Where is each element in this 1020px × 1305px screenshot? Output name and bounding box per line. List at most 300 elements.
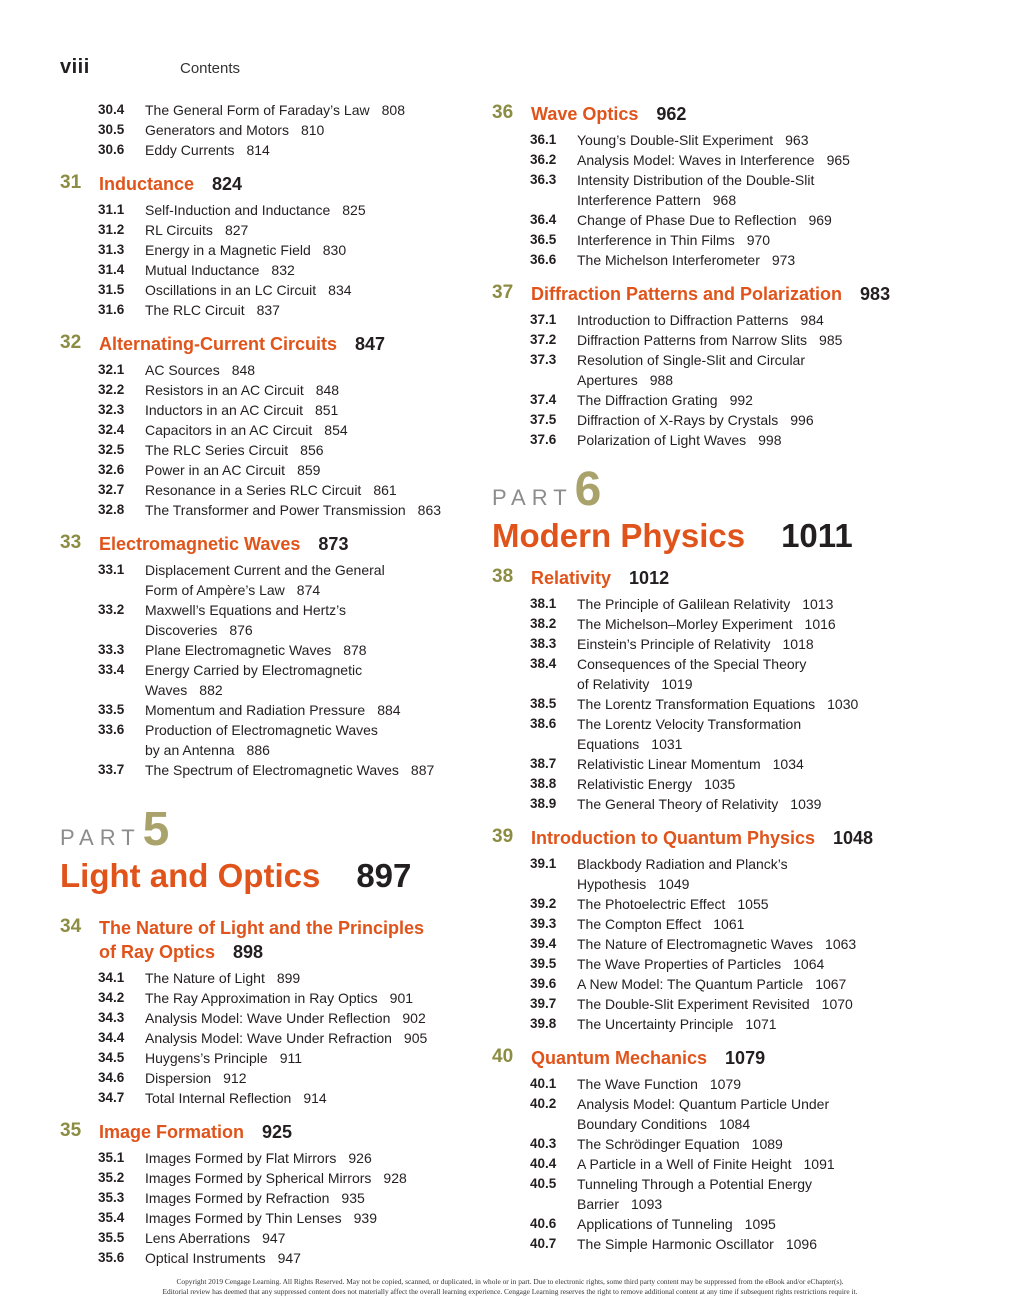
section-page: 861 [373,482,397,498]
section-title: Analysis Model: Wave Under Refraction [145,1030,392,1046]
toc-section-entry[interactable] [60,400,480,420]
toc-section-entry[interactable] [60,360,480,380]
section-title-line [145,440,480,460]
section-title: Intensity Distribution of the Double-Slit [577,172,815,188]
section-title-line [145,400,480,420]
chapter-number: 33 [60,532,82,553]
toc-section-entry[interactable] [60,1088,480,1108]
toc-section-entry[interactable] [492,1214,932,1234]
section-number: 38.7 [530,756,557,771]
toc-section-entry[interactable] [492,1174,932,1214]
chapter-number: 38 [492,566,514,587]
section-title: Energy Carried by Electromagnetic [145,662,363,678]
section-title-line [577,774,932,794]
section-title: The Transformer and Power Transmission [145,502,406,518]
section-number: 32.1 [98,362,125,377]
section-title-line [577,754,932,774]
section-number: 32.5 [98,442,125,457]
chapter-title-line [531,564,932,590]
toc-section-entry[interactable] [492,1234,932,1254]
section-title: Analysis Model: Waves in Interference [577,152,815,168]
toc-section-entry[interactable] [60,1148,480,1168]
section-page: 984 [800,312,824,328]
section-title: Dispersion [145,1070,212,1086]
toc-section-entry[interactable] [60,660,480,700]
section-page: 935 [341,1190,365,1206]
part-title: Light and Optics [60,857,321,894]
section-number: 35.4 [98,1210,125,1225]
section-title-line [145,1148,480,1168]
toc-section-entry[interactable] [60,500,480,520]
section-title-line [145,660,480,700]
section-title: Change of Phase Due to Reflection [577,212,797,228]
section-page: 912 [223,1070,247,1086]
section-page: 914 [303,1090,327,1106]
running-head: Contents [180,60,241,77]
section-title: The Double-Slit Experiment Revisited [577,996,810,1012]
section-page: 1093 [631,1196,663,1212]
section-title-line [577,954,932,974]
section-title: Introduction to Diffraction Patterns [577,312,789,328]
section-page: 1084 [718,1116,751,1132]
section-title-line [145,1228,480,1248]
section-number: 40.3 [530,1136,557,1151]
toc-chapter-heading[interactable] [60,914,480,968]
toc-section-entry[interactable] [492,390,932,410]
toc-section-entry[interactable] [492,974,932,994]
toc-section-entry[interactable] [492,614,932,634]
section-title: A Particle in a Well of Finite Height [577,1156,792,1172]
chapter-number: 40 [492,1046,514,1067]
section-title: The Wave Function [577,1076,698,1092]
section-title-line [577,1214,932,1234]
toc-section-entry[interactable] [60,600,480,640]
copyright-line-2: Editorial review has deemed that any suppressed content does not materially affect the overall learning experience. Cengage Learning reserves the right to remove additional content at any time if subsequent rights restrictions require it. [162,1287,858,1296]
section-title-continued: Discoveries [145,622,218,638]
section-number: 31.1 [98,202,125,217]
section-number: 39.6 [530,976,557,991]
section-title-line [577,230,932,250]
chapter-title: Inductance [99,174,195,194]
toc-section-entry[interactable] [60,1028,480,1048]
chapter-number: 37 [492,282,514,303]
section-title: Images Formed by Flat Mirrors [145,1150,337,1166]
section-title: Momentum and Radiation Pressure [145,702,366,718]
toc-section-entry[interactable] [60,440,480,460]
toc-section-entry[interactable] [60,200,480,220]
section-number: 38.2 [530,616,557,631]
toc-section-entry[interactable] [60,120,480,140]
section-page: 837 [256,302,280,318]
toc-section-entry[interactable] [60,280,480,300]
section-page: 832 [271,262,295,278]
section-number: 31.2 [98,222,125,237]
section-title-line [145,120,480,140]
toc-section-entry[interactable] [60,1008,480,1028]
section-page: 830 [322,242,347,258]
section-page: 859 [297,462,321,478]
section-title-continued: by an Antenna [145,742,235,758]
toc-section-entry[interactable] [60,480,480,500]
chapter-page: 983 [860,284,891,304]
toc-chapter-heading[interactable] [492,100,932,130]
section-number: 40.7 [530,1236,557,1251]
section-page: 1096 [785,1236,817,1252]
toc-section-entry[interactable] [492,1014,932,1034]
toc-section-entry[interactable] [492,1094,932,1134]
section-page: 874 [296,582,321,598]
toc-section-entry[interactable] [492,694,932,714]
part-label-row [60,803,480,856]
section-page: 854 [324,422,348,438]
section-title-line [577,994,932,1014]
section-page: 1016 [804,616,836,632]
toc-section-entry[interactable] [492,1154,932,1174]
section-page: 863 [417,502,442,518]
section-title-continued: Equations [577,736,640,752]
part-heading[interactable] [60,803,480,904]
toc-section-entry[interactable] [60,640,480,660]
section-title: The Lorentz Velocity Transformation [577,716,802,732]
toc-section-entry[interactable] [492,994,932,1014]
toc-section-entry[interactable] [60,100,480,120]
toc-section-entry[interactable] [60,1208,480,1228]
section-title: A New Model: The Quantum Particle [577,976,804,992]
section-title-line [145,200,480,220]
section-number: 40.1 [530,1076,557,1091]
section-title-line [145,100,480,120]
section-page: 1091 [803,1156,835,1172]
toc-chapter-heading[interactable] [492,564,932,594]
toc-section-entry[interactable] [492,914,932,934]
section-number: 34.5 [98,1050,125,1065]
section-title-line [577,1174,932,1214]
section-title-line [577,614,932,634]
section-title: The Wave Properties of Particles [577,956,782,972]
section-number: 33.2 [98,602,125,617]
section-page: 1034 [772,756,804,772]
section-number: 38.9 [530,796,557,811]
section-title-line [577,1014,932,1034]
toc-section-entry[interactable] [492,934,932,954]
toc-section-entry[interactable] [492,634,932,654]
section-title-line [577,130,932,150]
toc-section-entry[interactable] [492,350,932,390]
toc-section-entry[interactable] [60,300,480,320]
section-title-line [145,280,480,300]
section-title: The Nature of Electromagnetic Waves [577,936,814,952]
toc-section-entry[interactable] [60,240,480,260]
toc-section-entry[interactable] [60,380,480,400]
toc-section-entry[interactable] [492,310,932,330]
toc-section-entry[interactable] [60,140,480,160]
toc-section-entry[interactable] [492,714,932,754]
toc-section-entry[interactable] [60,720,480,760]
section-title-line [577,170,932,210]
section-title-line [145,700,480,720]
section-number: 34.2 [98,990,125,1005]
toc-section-entry[interactable] [492,954,932,974]
section-title: Einstein’s Principle of Relativity [577,636,771,652]
chapter-title: Wave Optics [531,104,639,124]
section-number: 36.5 [530,232,557,247]
section-number: 35.5 [98,1230,125,1245]
section-title-line [145,988,480,1008]
section-title-line [577,390,932,410]
section-title-line [577,310,932,330]
toc-chapter-heading[interactable] [492,280,932,310]
section-title-line [577,794,932,814]
toc-section-entry[interactable] [492,1134,932,1154]
section-page: 947 [262,1230,286,1246]
section-number: 35.6 [98,1250,125,1265]
toc-section-entry[interactable] [492,410,932,430]
section-page: 968 [712,192,737,208]
section-title: Analysis Model: Quantum Particle Under [577,1096,830,1112]
chapter-title-line [99,1118,480,1144]
toc-section-entry[interactable] [492,210,932,230]
section-page: 1089 [751,1136,783,1152]
copyright-line-1: Copyright 2019 Cengage Learning. All Rights Reserved. May not be copied, scanned, or duplicated, in whole or in part. Due to electronic rights, some third party content may be suppressed from the eBook and/or eChapter(s). [176,1277,844,1286]
section-page: 947 [277,1250,301,1266]
toc-section-entry[interactable] [60,1188,480,1208]
section-title-line [145,460,480,480]
copyright-footer [0,1277,1020,1297]
toc-chapter-heading[interactable] [60,530,480,560]
toc-section-entry[interactable] [60,700,480,720]
section-page: 1035 [704,776,736,792]
chapter-page: 873 [318,534,349,554]
toc-section-entry[interactable] [60,460,480,480]
chapter-title: Diffraction Patterns and Polarization [531,284,843,304]
section-number: 35.2 [98,1170,125,1185]
section-page: 1063 [825,936,857,952]
section-title: The Spectrum of Electromagnetic Waves [145,762,399,778]
toc-section-entry[interactable] [492,170,932,210]
section-title-line [145,1248,480,1268]
toc-section-entry[interactable] [492,230,932,250]
chapter-title-continued: of Ray Optics [99,942,216,962]
section-title: Resolution of Single-Slit and Circular [577,352,805,368]
part-title-line [492,516,932,556]
toc-section-entry[interactable] [492,854,932,894]
section-title: The Diffraction Grating [577,392,718,408]
toc-section-entry[interactable] [492,594,932,614]
toc-section-entry[interactable] [60,988,480,1008]
section-title: Tunneling Through a Potential Energy [577,1176,813,1192]
section-title-line [145,1008,480,1028]
section-page: 1067 [815,976,847,992]
toc-section-entry[interactable] [60,1228,480,1248]
section-title-line [577,1154,932,1174]
part-number: 5 [142,803,170,856]
toc-section-entry[interactable] [492,894,932,914]
chapter-title-line [99,170,480,196]
section-number: 40.2 [530,1096,557,1111]
section-title-continued: Form of Ampère’s Law [145,582,285,598]
section-title: The Compton Effect [577,916,702,932]
toc-section-entry[interactable] [492,774,932,794]
toc-section-entry[interactable] [60,760,480,780]
section-number: 38.8 [530,776,557,791]
section-number: 39.3 [530,916,557,931]
toc-section-entry[interactable] [60,968,480,988]
section-title: The Ray Approximation in Ray Optics [145,990,378,1006]
section-page: 887 [410,762,435,778]
section-number: 39.8 [530,1016,557,1031]
toc-chapter-heading[interactable] [492,1044,932,1074]
section-number: 37.3 [530,352,557,367]
section-number: 39.4 [530,936,557,951]
section-number: 40.4 [530,1156,557,1171]
chapter-title: Electromagnetic Waves [99,534,301,554]
chapter-page: 847 [355,334,386,354]
toc-section-entry[interactable] [60,220,480,240]
section-title-line [577,894,932,914]
chapter-title-line [99,330,480,356]
section-title-line [145,1168,480,1188]
section-title: The Schrödinger Equation [577,1136,740,1152]
toc-section-entry[interactable] [492,794,932,814]
section-title-line [577,854,932,894]
section-title-line [577,250,932,270]
toc-section-entry[interactable] [60,1048,480,1068]
section-page: 808 [381,102,405,118]
section-title: The RLC Series Circuit [145,442,289,458]
section-title: Huygens’s Principle [145,1050,268,1066]
chapter-page: 1012 [629,568,670,588]
section-title: Images Formed by Refraction [145,1190,330,1206]
section-number: 36.3 [530,172,557,187]
section-title-line [577,1074,932,1094]
toc-section-entry[interactable] [492,1074,932,1094]
section-title-line [145,1208,480,1228]
section-title: Total Internal Reflection [145,1090,292,1106]
section-title-continued: Barrier [577,1196,620,1212]
section-page: 899 [276,970,301,986]
section-number: 34.1 [98,970,125,985]
section-page: 1013 [802,596,834,612]
section-page: 1070 [821,996,853,1012]
section-number: 38.5 [530,696,557,711]
section-page: 1049 [658,876,690,892]
toc-section-entry[interactable] [492,654,932,694]
chapter-title-line [531,100,932,126]
section-title-line [145,1188,480,1208]
section-title: Self-Induction and Inductance [145,202,331,218]
section-title: The Uncertainty Principle [577,1016,734,1032]
section-title: The Michelson–Morley Experiment [577,616,793,632]
chapter-title-line [99,914,480,964]
section-number: 32.8 [98,502,125,517]
section-page: 1095 [744,1216,776,1232]
section-number: 31.6 [98,302,125,317]
toc-chapter-heading[interactable] [60,170,480,200]
toc-section-entry[interactable] [492,130,932,150]
section-title: Diffraction of X-Rays by Crystals [577,412,779,428]
toc-chapter-heading[interactable] [60,330,480,360]
chapter-number: 35 [60,1120,82,1141]
section-number: 34.3 [98,1010,125,1025]
section-page: 886 [246,742,270,758]
toc-section-entry[interactable] [492,150,932,170]
section-title: Capacitors in an AC Circuit [145,422,313,438]
chapter-title-line [531,824,932,850]
section-number: 37.2 [530,332,557,347]
toc-section-entry[interactable] [60,420,480,440]
section-title-line [577,654,932,694]
toc-section-entry[interactable] [60,560,480,600]
toc-section-entry[interactable] [492,430,932,450]
section-number: 37.4 [530,392,557,407]
section-title: Young’s Double-Slit Experiment [577,132,774,148]
chapter-number: 34 [60,916,82,937]
section-title: Lens Aberrations [145,1230,251,1246]
chapter-page: 1048 [833,828,874,848]
section-number: 33.4 [98,662,125,677]
section-title-continued: Apertures [577,372,638,388]
toc-section-entry[interactable] [492,250,932,270]
section-title-line [145,240,480,260]
section-title-line [577,1134,932,1154]
section-number: 34.4 [98,1030,125,1045]
section-number: 32.7 [98,482,125,497]
chapter-page: 898 [233,942,264,962]
toc-chapter-heading[interactable] [60,1118,480,1148]
section-title: Resonance in a Series RLC Circuit [145,482,362,498]
section-title-line [577,914,932,934]
part-label-row [492,463,932,516]
section-number: 36.1 [530,132,557,147]
part-number: 6 [574,463,602,516]
toc-section-entry[interactable] [492,330,932,350]
section-number: 30.4 [98,102,125,117]
toc-section-entry[interactable] [60,1068,480,1088]
toc-section-entry[interactable] [60,260,480,280]
section-title: Diffraction Patterns from Narrow Slits [577,332,808,348]
section-page: 1019 [661,676,693,692]
section-title: Polarization of Light Waves [577,432,747,448]
section-title: Energy in a Magnetic Field [145,242,311,258]
section-title-line [577,210,932,230]
section-title-line [145,480,480,500]
section-page: 876 [229,622,253,638]
toc-section-entry[interactable] [60,1168,480,1188]
section-title-line [577,974,932,994]
chapter-page: 824 [212,174,243,194]
part-heading[interactable] [492,463,932,564]
section-page: 878 [343,642,367,658]
toc-section-entry[interactable] [492,754,932,774]
section-page: 1031 [651,736,683,752]
section-title: Eddy Currents [145,142,235,158]
section-title-line [145,300,480,320]
section-page: 973 [771,252,796,268]
part-label: PART [60,825,141,850]
section-title: Applications of Tunneling [577,1216,733,1232]
section-title: Optical Instruments [145,1250,266,1266]
section-number: 33.1 [98,562,125,577]
section-number: 32.6 [98,462,125,477]
section-title: Consequences of the Special Theory [577,656,807,672]
section-page: 998 [758,432,782,448]
section-number: 39.7 [530,996,557,1011]
toc-section-entry[interactable] [60,1248,480,1268]
toc-chapter-heading[interactable] [492,824,932,854]
section-title: Production of Electromagnetic Waves [145,722,378,738]
section-number: 38.6 [530,716,557,731]
part-title-line [60,856,480,896]
